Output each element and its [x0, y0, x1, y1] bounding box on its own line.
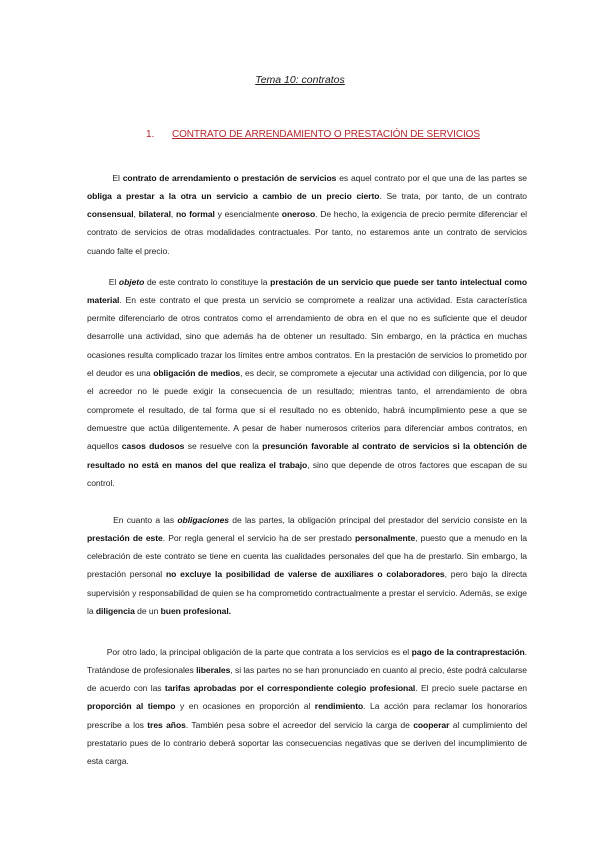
emphasis-text: obligación de medios	[153, 368, 241, 379]
emphasis-text: oneroso	[281, 209, 316, 220]
text-run: . Se trata, por tanto, de un contrato	[379, 190, 527, 201]
emphasis-text: tarifas aprobadas por el correspondiente colegio profesional	[164, 683, 416, 694]
section-number: 1.	[146, 129, 155, 140]
text-run: En cuanto a las	[113, 514, 178, 525]
paragraph-indent	[87, 647, 107, 657]
emphasis-text: contrato de arrendamiento o prestación de servicios	[122, 172, 337, 183]
emphasis-text: casos dudosos	[121, 441, 185, 452]
text-run: . También pesa sobre el acreedor del servicio la carga de	[185, 719, 414, 730]
emphasis-text: consensual	[87, 209, 134, 220]
text-run: . En este contrato el que presta un servicio se compromete a realizar una actividad. Esta característica permite diferenciarlo de otros contratos como el arrendamiento de obra en el que no es suficiente que el deudor desarrolle una actividad, sino que además ha de obtener un resultado. Sin embargo, en la práctica en muchas ocasiones resulta complicado trazar los límites entre ambos contratos. En la prestación de servicios lo prometido por el deudor es una	[87, 294, 527, 379]
section-heading-text: CONTRATO DE ARRENDAMIENTO O PRESTACIÓN DE SERVICIOS	[172, 129, 480, 140]
emphasis-text: objeto	[118, 276, 145, 287]
emphasis-text: pago de la contraprestación	[411, 646, 525, 657]
text-run: se resuelve con la	[184, 441, 263, 452]
emphasis-text: proporción al tiempo	[87, 701, 176, 712]
emphasis-text: diligencia	[95, 606, 135, 617]
paragraph-object	[87, 273, 527, 493]
text-run: es aquel contrato por el que una de las partes se	[336, 172, 528, 183]
text-run: al cumplimiento del prestatario pues de lo contrario deberá soportar las consecuencias negativas que se deriven del incumplimiento de esta carga.	[87, 719, 528, 767]
text-run: . De hecho, la exigencia de precio permite diferenciar el contrato de servicios de otras modalidades contractuales. Por tanto, no estaremos ante un contrato de servicios cuando falte el precio.	[87, 209, 527, 256]
emphasis-text: no formal	[175, 209, 215, 220]
text-run: ,	[170, 209, 176, 220]
paragraph-definition	[87, 169, 527, 260]
text-run: Por otro lado, la principal obligación de la parte que contrata a los servicios es el	[106, 646, 412, 657]
emphasis-text: presunción favorable al contrato de servicios si la obtención de resultado no está en manos del que realiza el trabajo	[87, 441, 528, 470]
document-title: Tema 10: contratos	[255, 74, 345, 86]
paragraph-payment	[87, 643, 527, 771]
emphasis-text: rendimiento	[314, 701, 364, 712]
paragraph-indent	[87, 173, 112, 183]
text-run: , si las partes no se han pronunciado en cuanto al precio, éste podrá calcularse de acuerdo con las	[87, 664, 527, 694]
text-run: , puesto que a menudo en la celebración de este contrato se tiene en cuenta las cualidades personales del que ha de prestarlo. Sin embargo, la prestación personal	[87, 532, 527, 580]
emphasis-text: no excluye la posibilidad de valerse de auxiliares o colaboradores	[165, 569, 445, 580]
text-run: . Tratándose de profesionales	[87, 646, 527, 675]
paragraph-obligations	[87, 511, 527, 621]
text-run: y esencialmente	[214, 209, 282, 220]
emphasis-text: obliga a prestar a la otra un servicio a cambio de un precio cierto	[87, 190, 380, 201]
text-run: . La acción para reclamar los honorarios prescribe a los	[87, 701, 527, 730]
emphasis-text: prestación de un servicio que puede ser tanto intelectual como material	[87, 276, 527, 305]
paragraph-indent	[87, 277, 109, 287]
text-run: . Por regla general el servicio ha de ser prestado	[162, 532, 355, 543]
paragraph-indent	[87, 515, 113, 525]
text-run: , pero bajo la directa supervisión y responsabilidad de quien se ha comprometido contractualmente a prestar el servicio. Además, se exige la	[87, 569, 527, 617]
emphasis-text: tres años	[147, 719, 186, 730]
section-heading	[146, 129, 480, 140]
text-run: de las partes, la obligación principal del prestador del servicio consiste en la	[229, 514, 527, 525]
text-run: y en ocasiones en proporción al	[175, 701, 315, 712]
emphasis-text: personalmente	[355, 532, 416, 543]
text-run: . El precio suele pactarse en	[415, 683, 527, 694]
emphasis-text: buen profesional.	[160, 606, 231, 617]
text-run: de este contrato lo constituye la	[144, 276, 271, 287]
emphasis-text: liberales	[196, 664, 231, 675]
text-run: El	[108, 276, 119, 287]
emphasis-text: obligaciones	[177, 514, 230, 525]
text-run: , es decir, se compromete a ejecutar una actividad con diligencia, por lo que el acreedor no le puede exigir la consecuencia de un resultado; mientras tanto, el arrendamiento de obra compromete el resultado, de tal forma que si el resultado no es obtenido, habrá incumplimiento pese a que se demuestre que actúa diligentemente. A pesar de haber numerosos criterios para diferenciar ambos contratos, en aquellos	[87, 368, 527, 452]
emphasis-text: cooperar	[413, 719, 450, 730]
emphasis-text: bilateral	[138, 209, 171, 220]
text-run: de un	[134, 606, 161, 617]
emphasis-text: prestación de este	[87, 532, 163, 543]
text-run: , sino que depende de otros factores que escapan de su control.	[87, 459, 527, 488]
text-run: ,	[133, 209, 139, 220]
text-run: El	[112, 172, 123, 183]
